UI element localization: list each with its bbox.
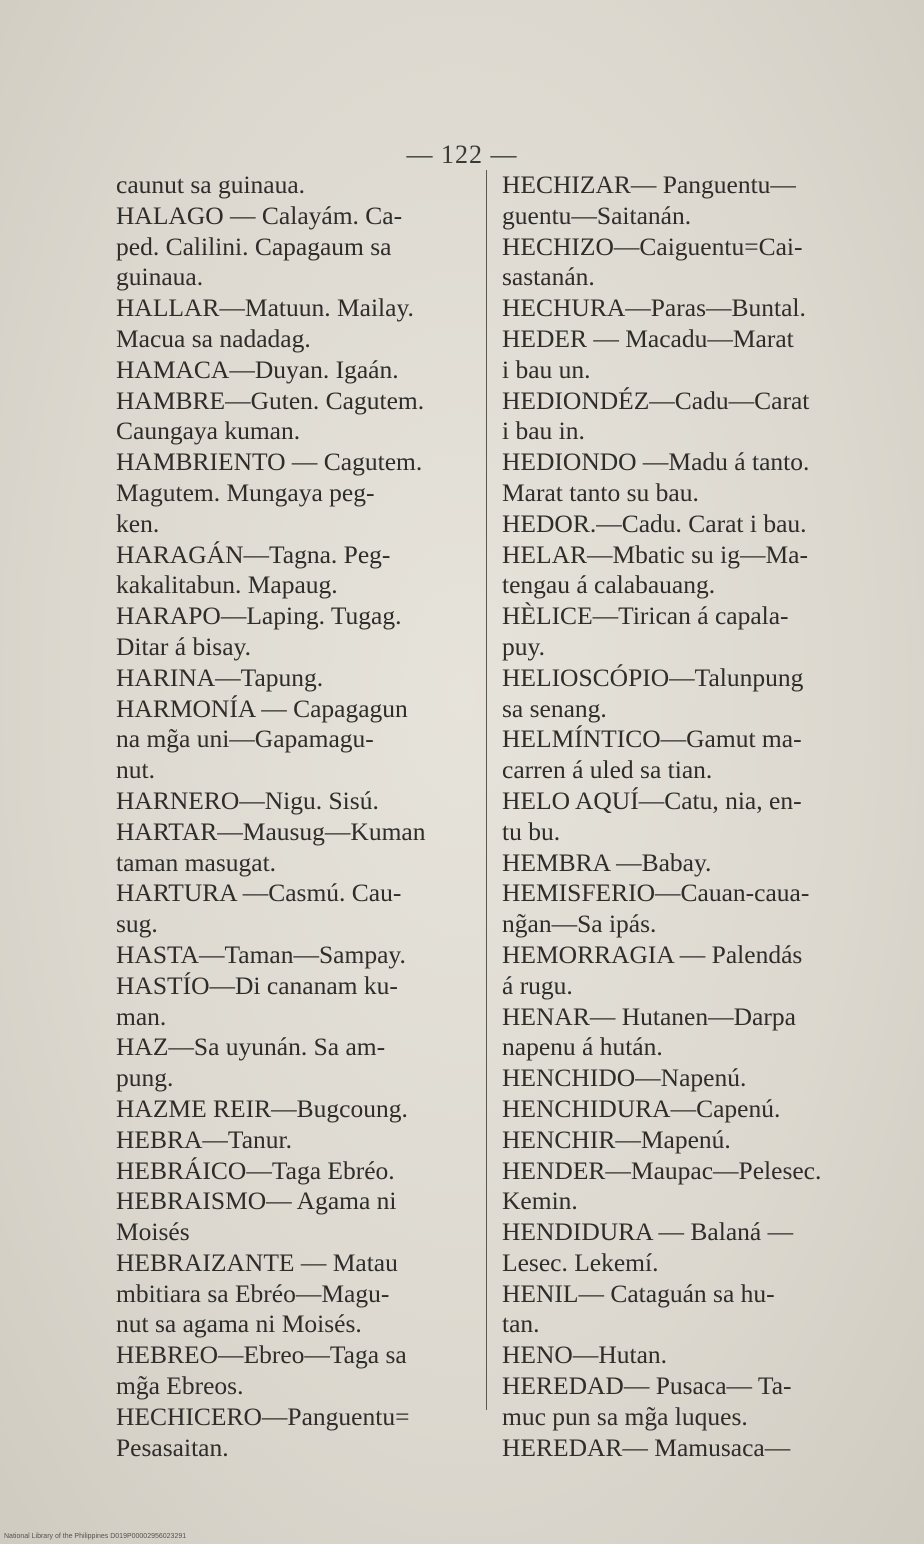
text-line: HARMONÍA — Capagagun	[116, 693, 408, 723]
text-line: i bau in.	[502, 416, 585, 446]
text-line: nut.	[116, 755, 155, 785]
text-line: HEBREO—Ebreo—Taga sa	[116, 1340, 407, 1370]
text-line: HEREDAR— Mamusaca—	[502, 1432, 791, 1462]
text-line: HALAGO — Calayám. Ca-	[116, 200, 403, 230]
text-line: HEBRA—Tanur.	[116, 1124, 292, 1154]
text-line: HAMACA—Duyan. Igaán.	[116, 354, 399, 384]
text-line: ng̃an—Sa ipás.	[502, 909, 657, 939]
text-line: HENAR— Hutanen—Darpa	[502, 1001, 796, 1031]
text-line: HASTA—Taman—Sampay.	[116, 939, 406, 969]
text-line: HECHIZAR— Panguentu—	[502, 170, 796, 199]
text-line: HENCHIDO—Napenú.	[502, 1063, 747, 1093]
text-line: HEMORRAGIA — Palendás	[502, 939, 803, 969]
text-line: HENCHIR—Mapenú.	[502, 1124, 731, 1154]
text-line: kakalitabun. Mapaug.	[116, 570, 338, 600]
text-line: ped. Calilini. Capagaum sa	[116, 231, 392, 261]
column-divider	[486, 170, 487, 1410]
text-line: HEDER — Macadu—Marat	[502, 323, 794, 353]
text-line: Kemin.	[502, 1186, 578, 1216]
text-line: HASTÍO—Di cananam ku-	[116, 970, 398, 1000]
text-line: puy.	[502, 631, 545, 661]
text-line: HAZME REIR—Bugcoung.	[116, 1093, 408, 1123]
text-line: tu bu.	[502, 816, 561, 846]
text-line: HECHICERO—Panguentu=	[116, 1401, 410, 1431]
text-line: HEDOR.—Cadu. Carat i bau.	[502, 508, 807, 538]
text-line: ken.	[116, 508, 160, 538]
text-line: HARTURA —Casmú. Cau-	[116, 878, 402, 908]
text-line: tengau á calabauang.	[502, 570, 716, 600]
text-line: mg̃a Ebreos.	[116, 1371, 244, 1401]
text-line: guentu—Saitanán.	[502, 200, 692, 230]
text-line: HELAR—Mbatic su ig—Ma-	[502, 539, 808, 569]
text-line: HALLAR—Matuun. Mailay.	[116, 293, 414, 323]
text-line: HARTAR—Mausug—Kuman	[116, 816, 426, 846]
text-line: Moisés	[116, 1217, 190, 1247]
text-line: HEDIONDO —Madu á tanto.	[502, 447, 810, 477]
text-line: HENIL— Cataguán sa hu-	[502, 1278, 775, 1308]
right-column	[502, 170, 854, 1463]
text-line: HARAPO—Laping. Tugag.	[116, 601, 402, 631]
text-line: guinaua.	[116, 262, 204, 292]
text-line: Caungaya kuman.	[116, 416, 301, 446]
text-line: HARNERO—Nigu. Sisú.	[116, 785, 379, 815]
text-line: nut sa agama ni Moisés.	[116, 1309, 362, 1339]
text-line: HÈLICE—Tirican á capala-	[502, 601, 789, 631]
text-line: sug.	[116, 909, 158, 939]
text-line: Marat tanto su bau.	[502, 477, 699, 507]
text-line: HAZ—Sa uyunán. Sa am-	[116, 1032, 386, 1062]
text-line: man.	[116, 1001, 167, 1031]
text-line: Macua sa nadadag.	[116, 323, 311, 353]
text-line: Magutem. Mungaya peg-	[116, 477, 375, 507]
text-line: HEMBRA —Babay.	[502, 847, 712, 877]
text-line: HENDIDURA — Balaná —	[502, 1217, 794, 1247]
text-line: HELIOSCÓPIO—Talunpung	[502, 662, 804, 692]
text-line: mbitiara sa Ebréo—Magu-	[116, 1278, 390, 1308]
left-column	[116, 170, 478, 1463]
text-line: HEBRAISMO— Agama ni	[116, 1186, 397, 1216]
text-line: HELMÍNTICO—Gamut ma-	[502, 724, 802, 754]
text-line: HAMBRE—Guten. Cagutem.	[116, 385, 425, 415]
text-line: caunut sa guinaua.	[116, 170, 306, 199]
text-line: sa senang.	[502, 693, 607, 723]
text-line: HEDIONDÉZ—Cadu—Carat	[502, 385, 810, 415]
text-line: á rugu.	[502, 970, 573, 1000]
text-line: na mg̃a uni—Gapamagu-	[116, 724, 374, 754]
text-line: Ditar á bisay.	[116, 631, 252, 661]
text-line: tan.	[502, 1309, 540, 1339]
text-line: carren á uled sa tian.	[502, 755, 713, 785]
footer-watermark: National Library of the Philippines D019P00002956023291	[4, 1533, 187, 1540]
text-line: napenu á hután.	[502, 1032, 663, 1062]
text-line: HEBRAIZANTE — Matau	[116, 1247, 398, 1277]
text-line: HENDER—Maupac—Pelesec.	[502, 1155, 822, 1185]
text-line: i bau un.	[502, 354, 591, 384]
page-number: — 122 —	[406, 140, 518, 169]
text-line: HENO—Hutan.	[502, 1340, 668, 1370]
text-line: HARINA—Tapung.	[116, 662, 324, 692]
text-line: HENCHIDURA—Capenú.	[502, 1093, 781, 1123]
text-line: HAMBRIENTO — Cagutem.	[116, 447, 423, 477]
text-line: HECHURA—Paras—Buntal.	[502, 293, 806, 323]
text-line: HEBRÁICO—Taga Ebréo.	[116, 1155, 395, 1185]
text-line: Pesasaitan.	[116, 1432, 229, 1462]
text-line: muc pun sa mg̃a luques.	[502, 1401, 748, 1431]
text-line: pung.	[116, 1063, 174, 1093]
text-line: HECHIZO—Caiguentu=Cai-	[502, 231, 803, 261]
text-line: sastanán.	[502, 262, 595, 292]
text-line: HARAGÁN—Tagna. Peg-	[116, 539, 391, 569]
text-line: taman masugat.	[116, 847, 277, 877]
text-line: HEMISFERIO—Cauan-caua-	[502, 878, 810, 908]
text-line: HELO AQUÍ—Catu, nia, en-	[502, 785, 802, 815]
text-line: HEREDAD— Pusaca— Ta-	[502, 1371, 792, 1401]
text-line: Lesec. Lekemí.	[502, 1247, 659, 1277]
